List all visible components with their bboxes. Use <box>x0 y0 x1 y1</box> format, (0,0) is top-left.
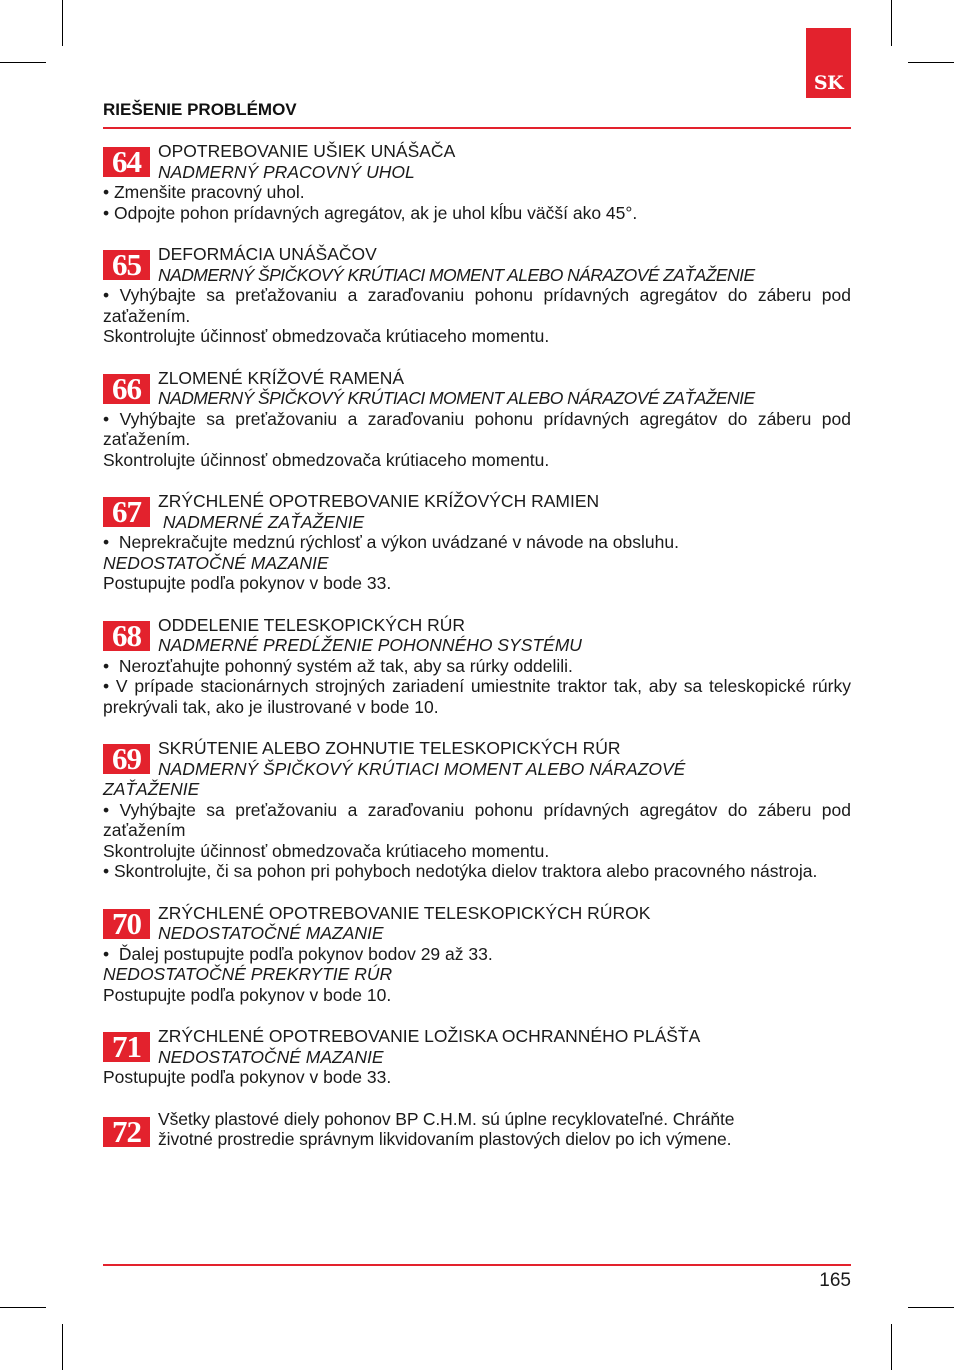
item-cause: NEDOSTATOČNÉ PREKRYTIE RÚR <box>103 964 393 984</box>
item-cause: NEDOSTATOČNÉ MAZANIE <box>158 923 384 943</box>
crop-mark <box>62 1324 63 1370</box>
crop-mark <box>0 62 46 63</box>
section-title: RIEŠENIE PROBLÉMOV <box>103 100 297 119</box>
item-title: SKRÚTENIE ALEBO ZOHNUTIE TELESKOPICKÝCH RÚR <box>158 738 621 758</box>
item-65 <box>103 244 851 347</box>
troubleshooting-list <box>103 141 851 1171</box>
item-cause: NADMERNÝ PRACOVNÝ UHOL <box>158 161 415 182</box>
crop-mark <box>891 0 892 46</box>
item-text: životné prostredie správnym likvidovaním plastových dielov po ich výmene. <box>158 1129 732 1149</box>
crop-mark <box>0 1307 46 1308</box>
item-line: • Nerozťahujte pohonný systém až tak, aby sa rúrky oddelili. <box>103 655 573 676</box>
item-67 <box>103 491 851 594</box>
item-title: ZRÝCHLENÉ OPOTREBOVANIE TELESKOPICKÝCH RÚROK <box>158 902 651 923</box>
crop-mark <box>62 0 63 46</box>
item-number: 66 <box>103 374 150 404</box>
item-line: • Ďalej postupujte podľa pokynov bodov 29 až 33. <box>103 943 493 964</box>
crop-mark <box>908 62 954 63</box>
item-cause: NEDOSTATOČNÉ MAZANIE <box>103 552 329 573</box>
item-line: • Skontrolujte, či sa pohon pri pohyboch nedotýka dielov traktora alebo pracovného nástroja. <box>103 861 818 881</box>
item-title: ODDELENIE TELESKOPICKÝCH RÚR <box>158 614 465 635</box>
item-cause: NEDOSTATOČNÉ MAZANIE <box>158 1046 384 1067</box>
footer-divider <box>103 1264 851 1266</box>
item-69 <box>103 738 851 882</box>
item-text: Všetky plastové diely pohonov BP C.H.M. sú úplne recyklovateľné. Chráňte <box>158 1108 735 1129</box>
item-title: OPOTREBOVANIE UŠIEK UNÁŠAČA <box>158 141 456 161</box>
page-number: 165 <box>819 1270 851 1291</box>
item-cause: NADMERNÝ ŠPIČKOVÝ KRÚTIACI MOMENT ALEBO NÁRAZOVÉ <box>158 758 686 779</box>
item-title: DEFORMÁCIA UNÁŠAČOV <box>158 244 377 264</box>
item-line: Postupujte podľa pokynov v bode 33. <box>103 573 392 593</box>
item-number: 71 <box>103 1032 150 1062</box>
item-title: ZLOMENÉ KRÍŽOVÉ RAMENÁ <box>158 367 405 388</box>
item-line: • Vyhýbajte sa preťažovaniu a zaraďovaniu pohonu prídavných agregátov do záberu pod zaťažením <box>103 799 851 840</box>
item-title: ZRÝCHLENÉ OPOTREBOVANIE LOŽISKA OCHRANNÉHO PLÁŠŤA <box>158 1026 701 1046</box>
item-72 <box>103 1109 851 1150</box>
item-cause: NADMERNÉ PREDĹŽENIE POHONNÉHO SYSTÉMU <box>158 635 582 655</box>
item-cause: NADMERNÝ ŠPIČKOVÝ KRÚTIACI MOMENT ALEBO NÁRAZOVÉ ZAŤAŽENIE <box>158 264 755 285</box>
item-cause: ZAŤAŽENIE <box>103 779 200 799</box>
item-cause: NADMERNÝ ŠPIČKOVÝ KRÚTIACI MOMENT ALEBO NÁRAZOVÉ ZAŤAŽENIE <box>158 388 755 408</box>
item-line: Postupujte podľa pokynov v bode 33. <box>103 1067 392 1087</box>
item-line: • V prípade stacionárnych strojných zariadení umiestnite traktor tak, aby sa teleskopické rúrky prekrývali tak, ako je ilustrované v bode 10. <box>103 676 851 717</box>
item-number: 72 <box>103 1117 150 1147</box>
item-70 <box>103 903 851 1006</box>
item-number: 67 <box>103 497 150 527</box>
item-cause: NADMERNÉ ZAŤAŽENIE <box>158 511 365 532</box>
item-64 <box>103 141 851 223</box>
item-number: 68 <box>103 621 150 651</box>
item-71 <box>103 1026 851 1088</box>
item-number: 64 <box>103 147 150 177</box>
item-line: Skontrolujte účinnosť obmedzovača krútiaceho momentu. <box>103 840 550 861</box>
item-line: Skontrolujte účinnosť obmedzovača krútiaceho momentu. <box>103 326 550 346</box>
item-line: Postupujte podľa pokynov v bode 10. <box>103 984 392 1005</box>
item-line: • Neprekračujte medznú rýchlosť a výkon uvádzané v návode na obsluhu. <box>103 532 679 552</box>
item-line: • Vyhýbajte sa preťažovaniu a zaraďovaniu pohonu prídavných agregátov do záberu pod zaťažením. <box>103 408 851 449</box>
item-line: • Zmenšite pracovný uhol. <box>103 182 305 202</box>
header-divider <box>103 127 851 129</box>
crop-mark <box>908 1307 954 1308</box>
item-line: Skontrolujte účinnosť obmedzovača krútiaceho momentu. <box>103 449 550 470</box>
language-tab: SK <box>806 28 851 98</box>
item-title: ZRÝCHLENÉ OPOTREBOVANIE KRÍŽOVÝCH RAMIEN <box>158 491 600 511</box>
item-66 <box>103 368 851 471</box>
item-number: 70 <box>103 909 150 939</box>
crop-mark <box>891 1324 892 1370</box>
item-line: • Odpojte pohon prídavných agregátov, ak je uhol kĺbu väčší ako 45°. <box>103 202 638 223</box>
item-68 <box>103 615 851 718</box>
item-number: 65 <box>103 250 150 280</box>
item-line: • Vyhýbajte sa preťažovaniu a zaraďovaniu pohonu prídavných agregátov do záberu pod zaťažením. <box>103 285 851 326</box>
item-number: 69 <box>103 744 150 774</box>
